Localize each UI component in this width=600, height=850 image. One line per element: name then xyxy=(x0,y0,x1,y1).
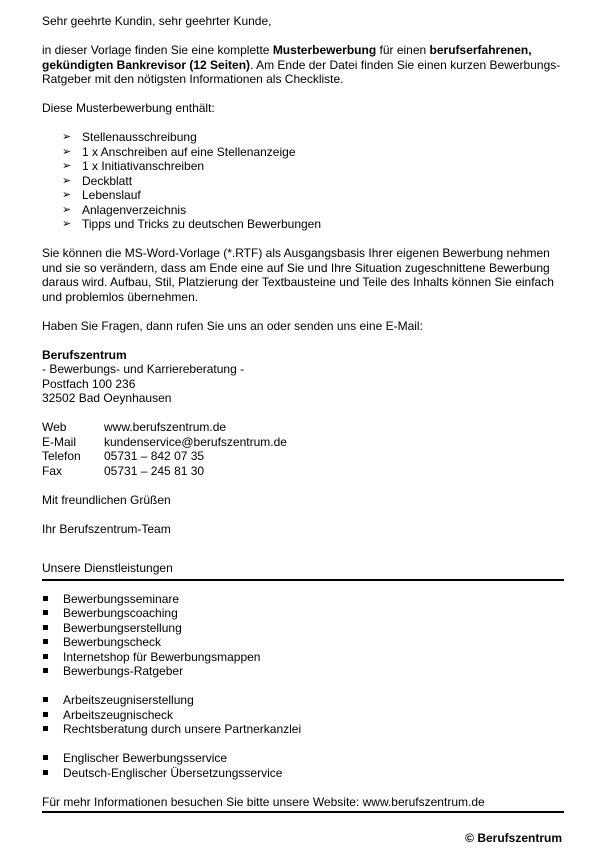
square-bullet-icon xyxy=(43,625,48,630)
service-item-label: Bewerbungscheck xyxy=(63,635,162,649)
contents-item-label: Anlagenverzeichnis xyxy=(82,202,187,217)
services-footer: Für mehr Informationen besuchen Sie bitte unsere Website: www.berufszentrum.de xyxy=(42,794,485,809)
service-item xyxy=(42,766,564,781)
contact-row xyxy=(42,420,564,435)
services-group xyxy=(42,693,564,737)
copyright: © Berufszentrum xyxy=(465,831,562,845)
contact-row xyxy=(42,449,564,464)
contact-row xyxy=(42,435,564,450)
contact-row xyxy=(42,464,564,479)
square-bullet-icon xyxy=(43,668,48,673)
service-item-label: Englischer Bewerbungsservice xyxy=(63,751,228,765)
contact-value: kundenservice@berufszentrum.de xyxy=(104,434,287,449)
service-item-label: Deutsch-Englischer Übersetzungsservice xyxy=(63,765,283,780)
arrow-bullet-icon: ➢ xyxy=(62,131,72,143)
service-item xyxy=(42,751,564,766)
company-name: Berufszentrum xyxy=(42,347,127,362)
questions-paragraph: Haben Sie Fragen, dann rufen Sie uns an oder senden uns eine E-Mail: xyxy=(42,318,423,333)
arrow-bullet-icon: ➢ xyxy=(62,145,72,158)
service-item xyxy=(42,621,564,636)
contents-item xyxy=(62,145,564,160)
document-page xyxy=(42,14,564,813)
service-item xyxy=(42,606,564,621)
arrow-bullet-icon: ➢ xyxy=(62,189,72,201)
service-item-label: Bewerbungserstellung xyxy=(63,620,182,635)
contents-item xyxy=(62,203,564,218)
service-item-label: Bewerbungscoaching xyxy=(63,606,178,620)
contact-value: 05731 – 842 07 35 xyxy=(104,449,205,463)
contents-item xyxy=(62,217,564,232)
service-item xyxy=(42,664,564,679)
service-item xyxy=(42,650,564,665)
contact-label: Fax xyxy=(42,463,63,478)
square-bullet-icon xyxy=(43,639,48,644)
arrow-bullet-icon: ➢ xyxy=(62,174,72,187)
square-bullet-icon xyxy=(43,654,48,659)
service-item-label: Bewerbungs-Ratgeber xyxy=(63,664,184,678)
services-bottom-rule xyxy=(42,811,564,813)
square-bullet-icon xyxy=(43,770,48,775)
contents-item-label: Lebenslauf xyxy=(82,188,141,202)
contents-item xyxy=(62,174,564,189)
service-item-label: Rechtsberatung durch unsere Partnerkanzlei xyxy=(63,722,302,736)
contents-item xyxy=(62,130,564,145)
contents-heading: Diese Musterbewerbung enthält: xyxy=(42,101,215,115)
contents-item-label: 1 x Initiativanschreiben xyxy=(82,159,205,173)
signature: Ihr Berufszentrum-Team xyxy=(42,521,171,536)
arrow-bullet-icon: ➢ xyxy=(62,160,72,172)
contents-item-label: Stellenausschreibung xyxy=(82,130,197,144)
services-list xyxy=(42,592,564,781)
square-bullet-icon xyxy=(43,712,48,717)
contents-item-label: Deckblatt xyxy=(82,173,133,188)
service-item xyxy=(42,693,564,708)
usage-paragraph: Sie können die MS-Word-Vorlage (*.RTF) als Ausgangsbasis Ihrer eigenen Bewerbung nehmen und sie so verändern, dass am Ende eine auf Sie und Ihre Situation zugeschnittene Bewerbung daraus wird. Aufbau, Stil, Platzierung der Textbausteine und Teile des Inhalts können Sie einfach und problemlos übernehmen. xyxy=(42,246,554,304)
intro-paragraph: in dieser Vorlage finden Sie eine komplette Musterbewerbung für einen berufserfahrenen, gekündigten Bankrevisor (12 Seiten). Am Ende der Datei finden Sie einen kurzen Bewerbungs-Ratgeber mit den nötigsten Informationen als Checkliste. xyxy=(42,43,561,86)
address-block xyxy=(42,348,564,406)
contact-label: Telefon xyxy=(42,449,81,463)
contact-label: E-Mail xyxy=(42,434,77,449)
service-item-label: Arbeitszeugniserstellung xyxy=(63,693,194,707)
square-bullet-icon xyxy=(43,755,48,760)
contents-list xyxy=(42,130,564,232)
service-item-label: Arbeitszeugnischeck xyxy=(63,707,174,722)
contents-item xyxy=(62,159,564,174)
service-item-label: Internetshop für Bewerbungsmappen xyxy=(63,649,261,664)
service-item xyxy=(42,592,564,607)
square-bullet-icon xyxy=(43,726,48,731)
greeting: Sehr geehrte Kundin, sehr geehrter Kunde, xyxy=(42,14,272,28)
services-heading: Unsere Dienstleistungen xyxy=(42,561,173,575)
contact-value: www.berufszentrum.de xyxy=(104,420,227,434)
square-bullet-icon xyxy=(43,610,48,615)
contents-item-label: 1 x Anschreiben auf eine Stellenanzeige xyxy=(82,144,296,159)
service-item xyxy=(42,722,564,737)
services-group xyxy=(42,751,564,780)
square-bullet-icon xyxy=(43,697,48,702)
services-group xyxy=(42,592,564,679)
contact-label: Web xyxy=(42,420,67,434)
arrow-bullet-icon: ➢ xyxy=(62,203,72,216)
postal-box: Postfach 100 236 xyxy=(42,376,136,391)
service-item xyxy=(42,708,564,723)
company-subtitle: - Bewerbungs- und Karriereberatung - xyxy=(42,362,245,376)
square-bullet-icon xyxy=(43,596,48,601)
postal-city: 32502 Bad Oeynhausen xyxy=(42,391,172,405)
closing: Mit freundlichen Grüßen xyxy=(42,492,171,507)
service-item xyxy=(42,635,564,650)
contents-item-label: Tipps und Tricks zu deutschen Bewerbungen xyxy=(82,217,322,231)
contact-value: 05731 – 245 81 30 xyxy=(104,463,205,478)
service-item-label: Bewerbungsseminare xyxy=(63,591,180,606)
contents-item xyxy=(62,188,564,203)
contact-block xyxy=(42,420,564,478)
arrow-bullet-icon: ➢ xyxy=(62,218,72,230)
